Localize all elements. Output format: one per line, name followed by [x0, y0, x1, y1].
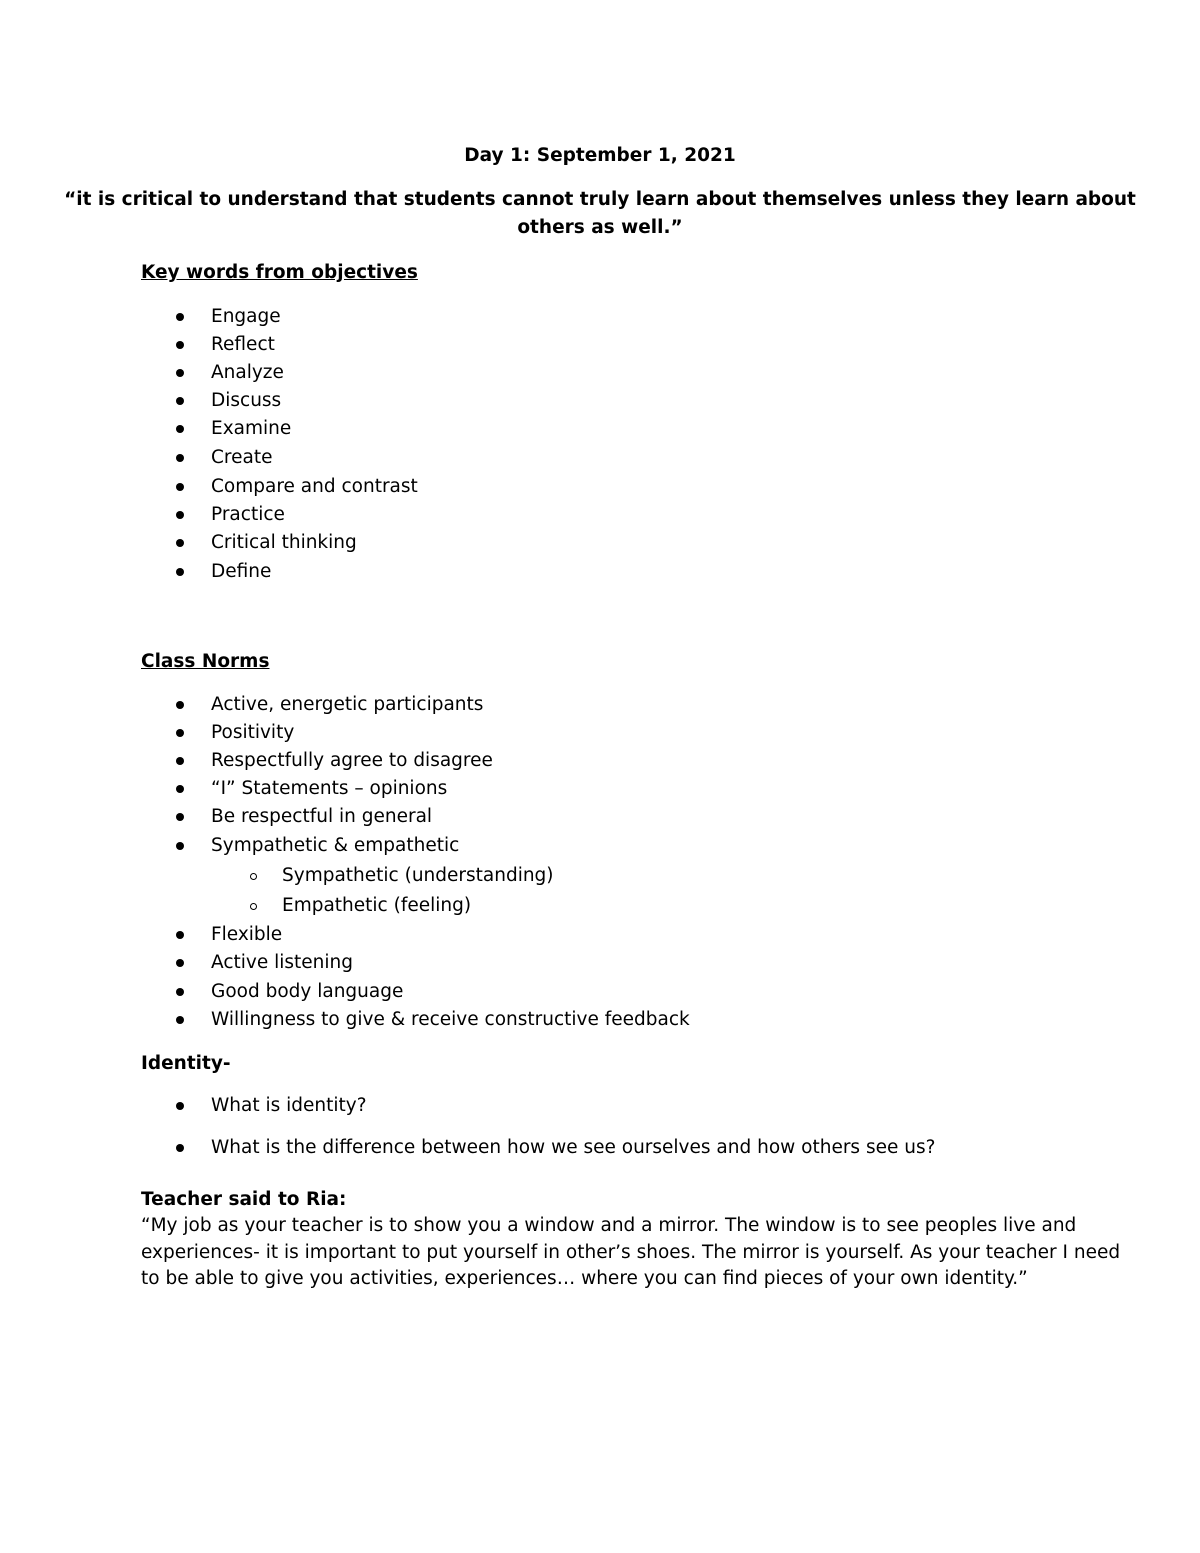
list-item-label: Sympathetic & empathetic [211, 835, 460, 856]
list-item-label: Good body language [211, 981, 404, 1002]
list-item-label: What is identity? [211, 1095, 367, 1116]
list-item-label: Be respectful in general [211, 806, 433, 827]
list-item-label: Analyze [211, 362, 284, 383]
teacher-quote-line-2: experiences- it is important to put yourself in other’s shoes. The mirror is yourself. As your teacher I need [141, 1241, 1121, 1263]
list-item-label: Examine [211, 418, 292, 439]
bullet-icon [176, 539, 184, 547]
list-item-label: Critical thinking [211, 532, 357, 553]
bullet-icon [176, 313, 184, 321]
circle-bullet-icon [250, 873, 257, 880]
key-words-heading: Key words from objectives [141, 262, 418, 283]
list-item-label: Reflect [211, 334, 275, 355]
list-item-label: Practice [211, 504, 285, 525]
list-item-label: “I” Statements – opinions [211, 778, 448, 799]
bullet-icon [176, 729, 184, 737]
list-item-label: Compare and contrast [211, 476, 418, 497]
list-item-label: Create [211, 447, 273, 468]
bullet-icon [176, 785, 184, 793]
bullet-icon [176, 1016, 184, 1024]
teacher-quote [141, 1213, 1121, 1293]
list-item-label: Willingness to give & receive constructive feedback [211, 1009, 690, 1030]
bullet-icon [176, 341, 184, 349]
teacher-heading: Teacher said to Ria: [141, 1189, 347, 1210]
bullet-icon [176, 511, 184, 519]
bullet-icon [176, 1102, 184, 1110]
bullet-icon [176, 425, 184, 433]
bullet-icon [176, 568, 184, 576]
teacher-quote-line-3: to be able to give you activities, experiences… where you can find pieces of your own identity.” [141, 1268, 1028, 1289]
quote-line-2: others as well.” [517, 217, 683, 238]
bullet-icon [176, 931, 184, 939]
bullet-icon [176, 988, 184, 996]
identity-heading: Identity- [141, 1053, 231, 1074]
class-norms-heading: Class Norms [141, 651, 270, 672]
list-item-label: Active, energetic participants [211, 694, 484, 715]
bullet-icon [176, 369, 184, 377]
list-item-label: Active listening [211, 952, 353, 973]
bullet-icon [176, 397, 184, 405]
bullet-icon [176, 842, 184, 850]
list-item-label: Engage [211, 306, 281, 327]
bullet-icon [176, 701, 184, 709]
quote-line-1: “it is critical to understand that students cannot truly learn about themselves unless they learn about [64, 189, 1136, 210]
sub-list-item-label: Sympathetic (understanding) [282, 865, 554, 886]
list-item-label: Positivity [211, 722, 295, 743]
page-title: Day 1: September 1, 2021 [464, 145, 736, 166]
list-item-label: Respectfully agree to disagree [211, 750, 493, 771]
sub-list-item-label: Empathetic (feeling) [282, 895, 472, 916]
list-item-label: Flexible [211, 924, 283, 945]
teacher-quote-line-1: “My job as your teacher is to show you a window and a mirror. The window is to see peoples live and [141, 1215, 1077, 1236]
bullet-icon [176, 813, 184, 821]
bullet-icon [176, 483, 184, 491]
bullet-icon [176, 959, 184, 967]
bullet-icon [176, 757, 184, 765]
list-item-label: Define [211, 561, 272, 582]
list-item-label: What is the difference between how we see ourselves and how others see us? [211, 1137, 936, 1158]
bullet-icon [176, 1144, 184, 1152]
bullet-icon [176, 454, 184, 462]
list-item-label: Discuss [211, 390, 282, 411]
circle-bullet-icon [250, 903, 257, 910]
